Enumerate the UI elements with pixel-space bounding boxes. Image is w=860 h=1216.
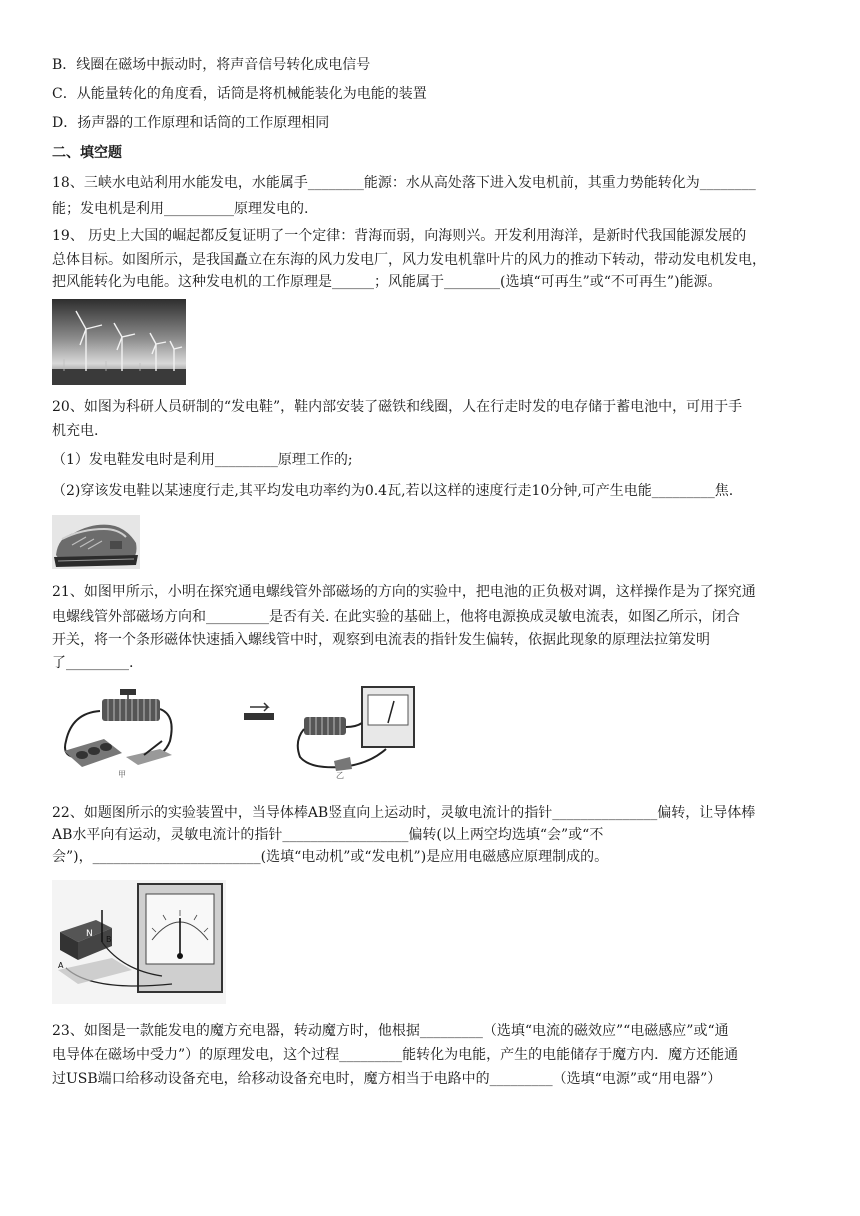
- q20-line-4: （2)穿该发电鞋以某速度行走,其平均发电功率约为0.4瓦,若以这样的速度行走10分钟,可产生电能_________焦.: [52, 483, 734, 499]
- figure-yi-solenoid-galvanometer: [240, 683, 418, 779]
- q23-line-2: 电导体在磁场中受力”）的原理发电，这个过程_________能转化为电能，产生的电能储存于魔方内．魔方还能通: [52, 1047, 739, 1063]
- fig-label-yi: 乙: [336, 771, 344, 779]
- fig-label-b: B: [106, 935, 112, 944]
- fig-label-jia: 甲: [118, 770, 126, 779]
- option-d: D．扬声器的工作原理和话筒的工作原理相同: [52, 115, 330, 131]
- q19-line-3: 把风能转化为电能。这种发电机的工作原理是______；风能属于________(选填“可再生”或“不可再生”)能源。: [52, 274, 722, 290]
- option-c: C．从能量转化的角度看，话筒是将机械能装化为电能的装置: [52, 86, 427, 102]
- q18-line-2: 能；发电机是利用__________原理发电的.: [52, 201, 309, 217]
- fig-label-n: N: [86, 929, 93, 939]
- section-heading: 二、填空题: [52, 145, 122, 161]
- q20-line-3: （1）发电鞋发电时是利用_________原理工作的;: [52, 452, 353, 468]
- q21-line-1: 21、如图甲所示，小明在探究通电螺线管外部磁场的方向的实验中，把电池的正负极对调，这样操作是为了探究通: [52, 584, 756, 600]
- q21-line-2: 电螺线管外部磁场方向和_________是否有关. 在此实验的基础上，他将电源换成灵敏电流表，如图乙所示，闭合: [52, 609, 740, 625]
- q22-line-1: 22、如题图所示的实验装置中，当导体棒AB竖直向上运动时，灵敏电流计的指针_______________偏转，让导体棒: [52, 805, 756, 821]
- q20-line-1: 20、如图为科研人员研制的“发电鞋”，鞋内部安装了磁铁和线圈，人在行走时发的电存储于蓄电池中，可用于手: [52, 399, 743, 415]
- q19-line-1: 19、 历史上大国的崛起都反复证明了一个定律：背海而弱，向海则兴。开发利用海洋，是新时代我国能源发展的: [52, 228, 747, 244]
- q18-line-1: 18、三峡水电站利用水能发电，水能属手________能源：水从高处落下进入发电机前，其重力势能转化为________: [52, 175, 756, 191]
- q22-line-2: AB水平向有运动，灵敏电流计的指针__________________偏转(以上两空均选填“会”或“不: [52, 827, 604, 843]
- q19-line-2: 总体目标。如图所示，是我国矗立在东海的风力发电厂，风力发电机靠叶片的风力的推动下转动，带动发电机发电，: [52, 252, 766, 268]
- q20-line-2: 机充电.: [52, 423, 99, 439]
- figure-q22-magnet-galvanometer: [52, 880, 226, 1004]
- figure-jia-solenoid-battery: [52, 683, 182, 779]
- q23-line-1: 23、如图是一款能发电的魔方充电器，转动魔方时，他根据_________（选填“电流的磁效应”“电磁感应”或“通: [52, 1023, 729, 1039]
- q21-line-3: 开关，将一个条形磁体快速插入螺线管中时，观察到电流表的指针发生偏转，依据此现象的原理法拉第发明: [52, 632, 710, 648]
- wind-farm-photo: [52, 299, 186, 385]
- q23-line-3: 过USB端口给移动设备充电，给移动设备充电时，魔方相当于电路中的_________（选填“电源”或“用电器”）: [52, 1071, 722, 1087]
- q22-line-3: 会”)，________________________(选填“电动机”或“发电机”)是应用电磁感应原理制成的。: [52, 849, 609, 865]
- q21-line-4: 了_________.: [52, 655, 134, 671]
- fig-label-a: A: [58, 961, 64, 970]
- option-b: B．线圈在磁场中振动时，将声音信号转化成电信号: [52, 57, 371, 73]
- power-shoe-photo: [52, 515, 140, 569]
